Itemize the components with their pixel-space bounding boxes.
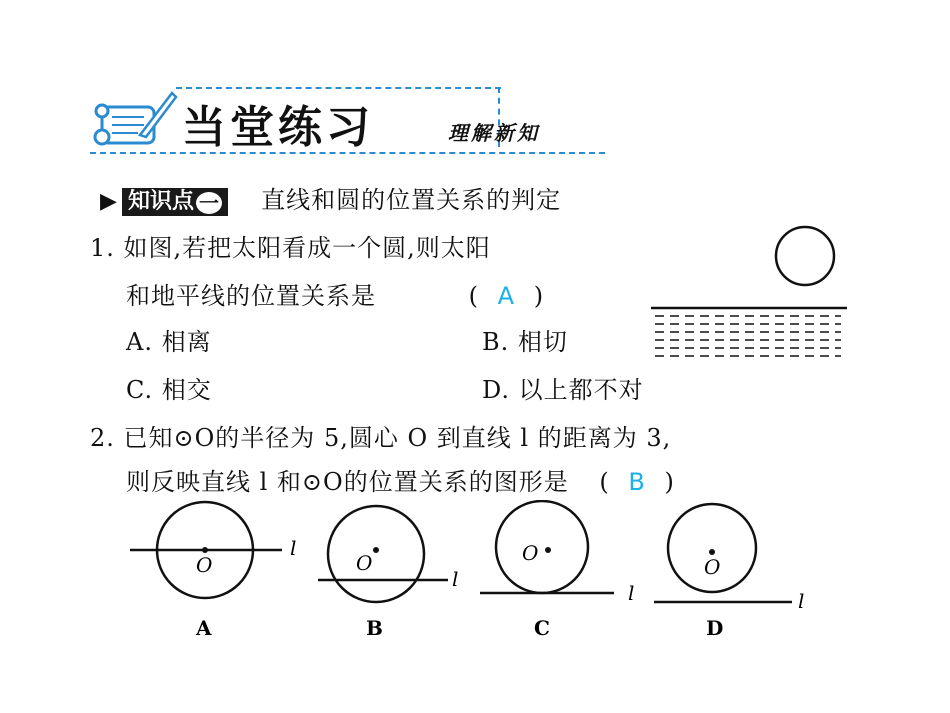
q2-stem: 则反映直线 l 和⊙O的位置关系的图形是	[126, 468, 569, 496]
q1-option-c: C. 相交	[126, 376, 212, 404]
knowledge-tag-label: 知识点	[128, 189, 195, 214]
scroll-quill-icon	[90, 87, 180, 157]
figure-d	[654, 504, 804, 640]
figure-c	[480, 501, 634, 640]
q1-line2	[126, 276, 544, 311]
figure-d-line-label: l	[798, 589, 805, 613]
section-heading-row	[100, 180, 561, 215]
play-arrow-icon: ▶	[100, 189, 117, 214]
q1-option-b: B. 相切	[482, 328, 568, 356]
figure-c-line-label: l	[628, 581, 635, 605]
sun-circle	[776, 227, 834, 285]
figure-a-line-label: l	[290, 536, 297, 560]
figure-b-center: O	[356, 551, 373, 575]
q1-line1: 1. 如图,若把太阳看成一个圆,则太阳	[90, 234, 491, 262]
sun-horizon-figure	[645, 222, 855, 362]
q2-answer: B	[628, 468, 646, 496]
figure-c-label: C	[534, 616, 550, 640]
section-heading: 直线和圆的位置关系的判定	[261, 186, 562, 214]
figure-b	[318, 506, 458, 640]
q1-answer: A	[497, 282, 516, 310]
q2-paren-close: )	[664, 468, 675, 496]
q1-paren-close: )	[533, 282, 545, 310]
figure-d-label: D	[706, 616, 724, 640]
knowledge-tag	[122, 188, 228, 216]
figure-a-center: O	[196, 553, 213, 577]
knowledge-tag-number: 一	[196, 192, 222, 214]
figure-d-center: O	[704, 555, 721, 579]
water-pattern	[655, 316, 841, 356]
banner-title: 当堂练习	[182, 102, 374, 153]
figure-b-label: B	[366, 616, 383, 640]
banner	[90, 85, 605, 160]
q1-option-d: D. 以上都不对	[482, 376, 644, 404]
figure-b-line-label: l	[452, 567, 459, 591]
q1-stem: 和地平线的位置关系是	[126, 282, 376, 310]
q1-option-a: A. 相离	[126, 328, 212, 356]
q2-line1: 2. 已知⊙O的半径为 5,圆心 O 到直线 l 的距离为 3,	[90, 424, 672, 452]
figure-a	[130, 502, 296, 640]
figure-c-center: O	[522, 541, 539, 565]
option-figures	[120, 500, 820, 645]
q2-paren-open: (	[599, 468, 610, 496]
q1-paren-open: (	[468, 282, 480, 310]
q2-line2	[126, 462, 675, 497]
figure-a-label: A	[196, 616, 212, 640]
banner-subtitle: 理解新知	[448, 121, 540, 145]
